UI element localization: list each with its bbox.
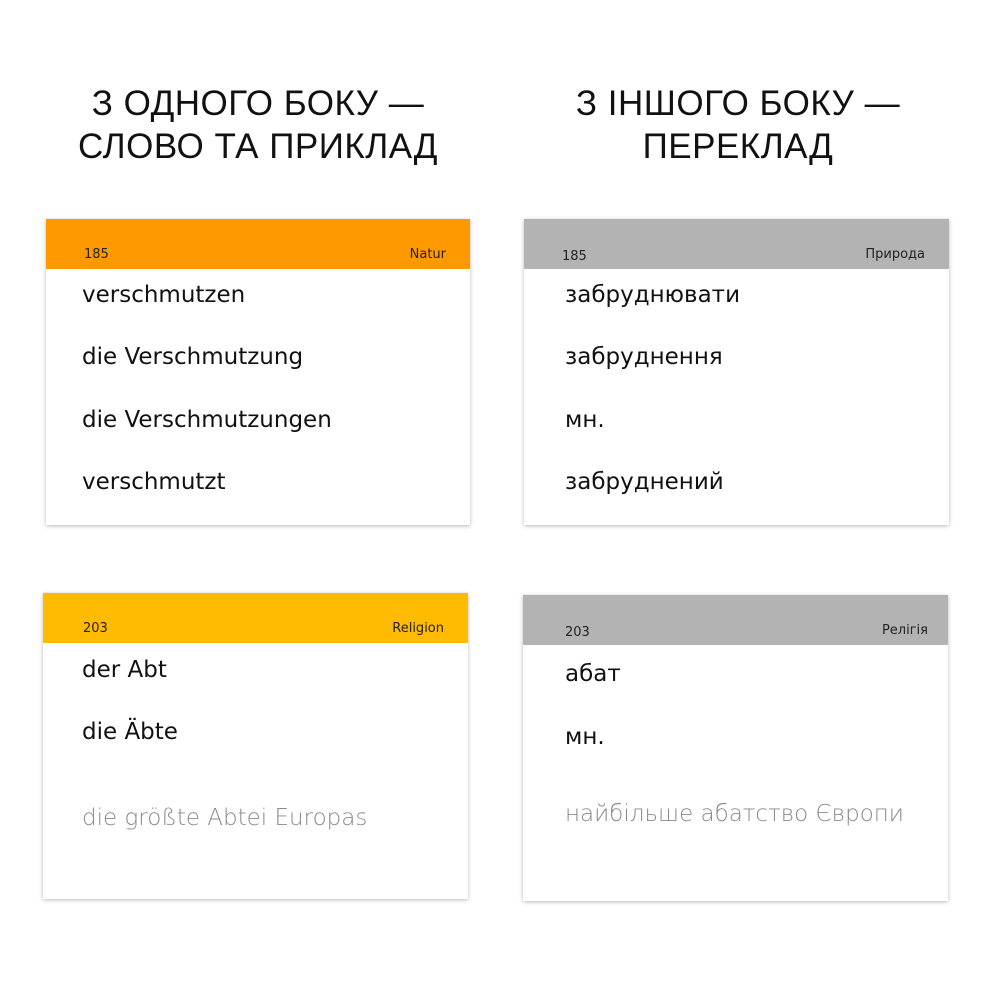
card-example: die größte Abtei Europas <box>82 805 368 831</box>
card-translation: мн. <box>565 724 605 750</box>
card-category: Природа <box>865 247 925 262</box>
card-header <box>46 219 470 269</box>
card-category: Natur <box>409 247 446 262</box>
card-number: 203 <box>565 625 590 640</box>
card-header <box>523 595 948 645</box>
card-translation: абат <box>565 661 621 687</box>
card-number: 185 <box>562 249 587 264</box>
flashcard-religion-front <box>43 593 468 899</box>
card-word: die Äbte <box>82 719 178 745</box>
card-example: найбільше абатство Європи <box>565 801 904 827</box>
card-word: verschmutzt <box>82 469 226 495</box>
card-translation: забруднений <box>565 469 724 495</box>
card-translation: мн. <box>565 407 605 433</box>
card-header <box>524 219 949 269</box>
flashcard-natur-front <box>46 219 470 525</box>
card-word: der Abt <box>82 657 167 683</box>
back-side-heading-line2: ПЕРЕКЛАД <box>642 127 834 166</box>
card-category: Релігія <box>881 623 928 638</box>
card-number: 203 <box>83 621 108 636</box>
card-number: 185 <box>84 247 109 262</box>
card-word: verschmutzen <box>82 282 246 308</box>
flashcard-natur-back <box>524 219 949 525</box>
card-translation: забруднення <box>565 344 723 370</box>
back-side-heading-line1: З ІНШОГО БОКУ — <box>575 84 901 123</box>
card-word: die Verschmutzungen <box>82 407 332 433</box>
front-side-heading-line2: СЛОВО ТА ПРИКЛАД <box>78 127 438 166</box>
back-side-heading <box>488 82 988 168</box>
front-side-heading <box>8 82 508 168</box>
card-word: die Verschmutzung <box>82 344 304 370</box>
card-header <box>43 593 468 643</box>
card-translation: забруднювати <box>565 282 741 308</box>
front-side-heading-line1: З ОДНОГО БОКУ — <box>91 84 425 123</box>
flashcard-religion-back <box>523 595 948 901</box>
card-category: Religion <box>392 621 444 636</box>
